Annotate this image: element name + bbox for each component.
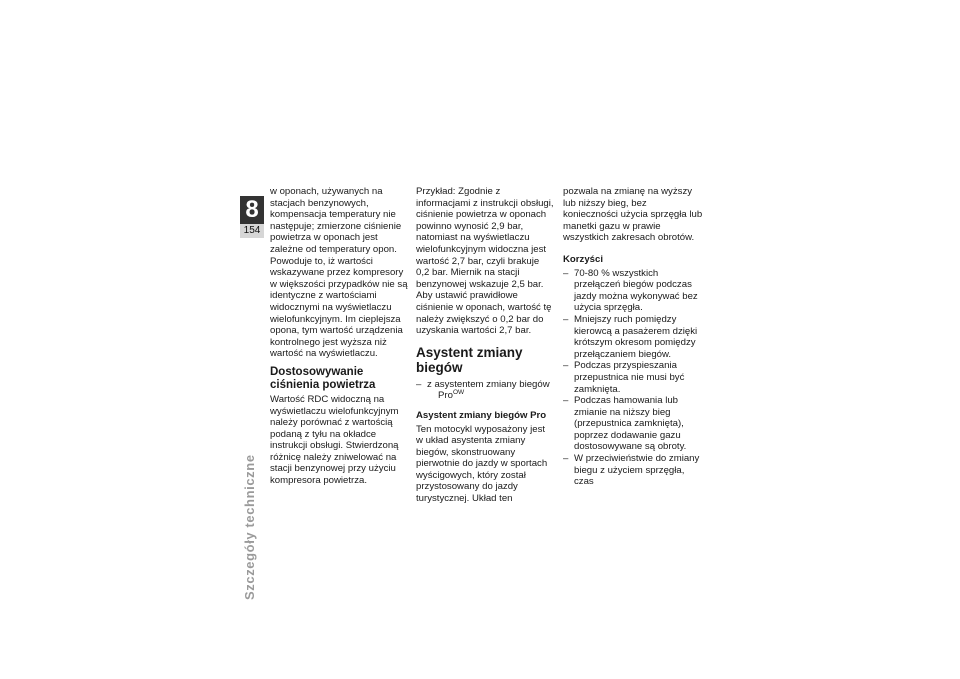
text-column-3 xyxy=(563,186,703,494)
section-side-title: Szczegóły techniczne xyxy=(242,454,257,600)
text-column-2 xyxy=(416,186,554,511)
list-item: – W przeciwieństwie do zmiany biegu z użyciem sprzęgła, czas xyxy=(563,453,703,488)
equipment-item-pro: Pro xyxy=(438,390,453,402)
heading-benefits: Korzyści xyxy=(563,253,603,265)
text-column-1 xyxy=(270,186,408,493)
paragraph-compressor-note: w oponach, używanych na stacjach benzynowych, kompensacja temperatury nie następuje; zmierzone ciśnienie powietrza w oponach jest zależne od temperatury opon. Powoduje to, iż wartości wskazywane przez kompresory w większości przypadków nie są identyczne z wartościami widocznymi na wyświetlaczu wielofunkcyjnym. Im cieplejsza opona, tym wartość urządzenia kontrolnego jest wyższa niż wartość na wyświetlaczu. xyxy=(270,186,408,360)
heading-shift-assistant-pro: Asystent zmiany biegów Pro xyxy=(416,409,547,421)
equipment-list xyxy=(416,379,554,402)
heading-shift-assistant: Asystent zmiany biegów xyxy=(416,344,523,375)
equipment-item-text: z asystentem zmiany biegów xyxy=(427,378,550,390)
heading-adjust-pressure: Dostosowywanie ciśnienia powietrza xyxy=(270,365,376,391)
page-number: 154 xyxy=(240,224,264,238)
list-item: – Podczas hamowania lub zmianie na niższy bieg (przepustnica zamknięta), poprzez dodawanie gazu dostosowywane są obroty. xyxy=(563,395,703,453)
chapter-number-badge: 8 xyxy=(240,196,264,224)
list-item: – 70-80 % wszystkich przełączeń biegów podczas jazdy można wykonywać bez użycia sprzęgła. xyxy=(563,268,703,314)
benefits-list xyxy=(563,268,703,488)
optional-equipment-marker: OW xyxy=(452,389,465,397)
paragraph-shift-assistant-pro: Ten motocykl wyposażony jest w układ asystenta zmiany biegów, skonstruowany pierwotnie do jazdy w sportach wyścigowych, który został przystosowany do jazdy turystycznej. Układ ten xyxy=(416,423,548,505)
list-item: – Podczas przyspieszania przepustnica nie musi być zamknięta. xyxy=(563,360,703,395)
paragraph-shift-continued: pozwala na zmianę na wyższy lub niższy bieg, bez konieczności użycia sprzęgła lub manetki gazu w prawie wszystkich zakresach obrotów. xyxy=(563,186,703,244)
paragraph-example: Przykład: Zgodnie z informacjami z instrukcji obsługi, ciśnienie powietrza w oponach powinno wynosić 2,9 bar, natomiast na wyświetlaczu wielofunkcyjnym widoczna jest wartość 2,7 bar, czyli brakuje 0,2 bar. Miernik na stacji benzynowej wskazuje 2,5 bar. Aby ustawić prawidłowe ciśnienie w oponach, wartość tę należy zwiększyć o 0,2 bar do uzyskania wartości 2,7 bar. xyxy=(416,186,554,337)
list-item xyxy=(416,379,554,402)
list-item: – Mniejszy ruch pomiędzy kierowcą a pasażerem dzięki krótszym okresom pomiędzy przełączaniem biegów. xyxy=(563,314,703,360)
paragraph-adjust-pressure: Wartość RDC widoczną na wyświetlaczu wielofunkcyjnym należy porównać z wartością podaną z tyłu na okładce instrukcji obsługi. Stwierdzoną różnicę należy zniwelować na stacji benzynowej przy użyciu kompresora powietrza. xyxy=(270,393,399,487)
